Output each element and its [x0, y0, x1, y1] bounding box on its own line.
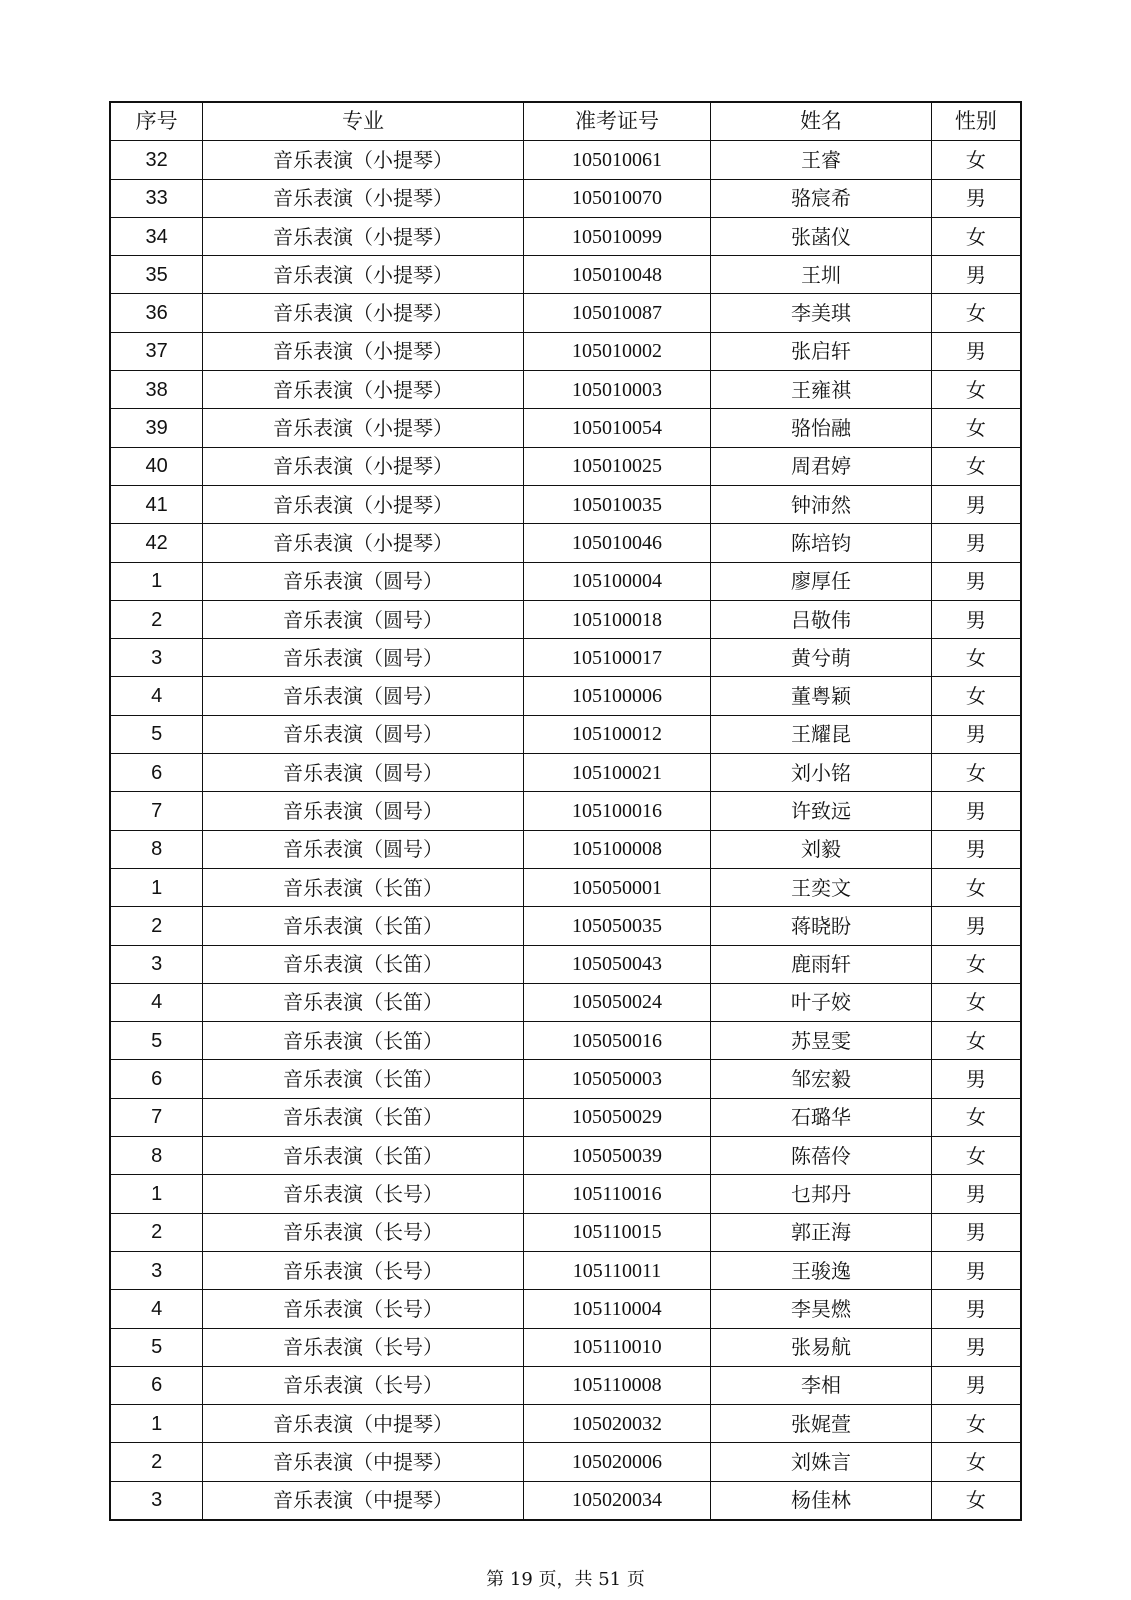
- cell-serial-number: 32: [110, 141, 203, 179]
- header-row: [110, 102, 1021, 141]
- cell-major: 音乐表演（长号）: [203, 1328, 523, 1366]
- cell-serial-number: 34: [110, 217, 203, 255]
- cell-name: 石璐华: [711, 1098, 931, 1136]
- cell-name: 蒋晓盼: [711, 907, 931, 945]
- cell-name: 郭正海: [711, 1213, 931, 1251]
- cell-serial-number: 5: [110, 1022, 203, 1060]
- cell-name: 董粤颖: [711, 677, 931, 715]
- table-row: [110, 945, 1021, 983]
- cell-gender: 女: [931, 1405, 1021, 1443]
- cell-major: 音乐表演（小提琴）: [203, 371, 523, 409]
- cell-gender: 女: [931, 141, 1021, 179]
- cell-serial-number: 3: [110, 1251, 203, 1289]
- cell-gender: 女: [931, 868, 1021, 906]
- cell-serial-number: 40: [110, 447, 203, 485]
- cell-exam-id: 105100008: [523, 830, 711, 868]
- table-row: [110, 447, 1021, 485]
- cell-gender: 男: [931, 1251, 1021, 1289]
- cell-serial-number: 1: [110, 868, 203, 906]
- cell-major: 音乐表演（中提琴）: [203, 1481, 523, 1520]
- cell-gender: 女: [931, 447, 1021, 485]
- cell-gender: 女: [931, 1481, 1021, 1520]
- cell-serial-number: 39: [110, 409, 203, 447]
- cell-exam-id: 105100021: [523, 754, 711, 792]
- cell-serial-number: 5: [110, 715, 203, 753]
- cell-serial-number: 7: [110, 792, 203, 830]
- cell-gender: 男: [931, 524, 1021, 562]
- cell-gender: 男: [931, 1213, 1021, 1251]
- cell-major: 音乐表演（圆号）: [203, 639, 523, 677]
- cell-gender: 男: [931, 562, 1021, 600]
- cell-exam-id: 105020032: [523, 1405, 711, 1443]
- cell-name: 张启轩: [711, 332, 931, 370]
- cell-serial-number: 2: [110, 1213, 203, 1251]
- cell-major: 音乐表演（小提琴）: [203, 217, 523, 255]
- cell-gender: 女: [931, 1137, 1021, 1175]
- admission-list-table: [109, 101, 1022, 1521]
- cell-gender: 女: [931, 294, 1021, 332]
- cell-serial-number: 6: [110, 1060, 203, 1098]
- cell-exam-id: 105020006: [523, 1443, 711, 1481]
- header-gender: 性别: [931, 102, 1021, 141]
- table-row: [110, 754, 1021, 792]
- cell-major: 音乐表演（小提琴）: [203, 294, 523, 332]
- cell-gender: 女: [931, 983, 1021, 1021]
- cell-gender: 女: [931, 1443, 1021, 1481]
- cell-name: 张菡仪: [711, 217, 931, 255]
- cell-serial-number: 6: [110, 754, 203, 792]
- cell-serial-number: 2: [110, 600, 203, 638]
- cell-exam-id: 105050029: [523, 1098, 711, 1136]
- page-number: 第 19 页，共 51 页: [486, 1569, 645, 1590]
- cell-major: 音乐表演（长笛）: [203, 1022, 523, 1060]
- cell-serial-number: 7: [110, 1098, 203, 1136]
- cell-gender: 男: [931, 332, 1021, 370]
- cell-exam-id: 105010087: [523, 294, 711, 332]
- cell-gender: 女: [931, 677, 1021, 715]
- header-serial-number: 序号: [110, 102, 203, 141]
- cell-gender: 男: [931, 256, 1021, 294]
- cell-gender: 男: [931, 1328, 1021, 1366]
- cell-serial-number: 36: [110, 294, 203, 332]
- cell-gender: 女: [931, 409, 1021, 447]
- cell-exam-id: 105020034: [523, 1481, 711, 1520]
- cell-major: 音乐表演（长笛）: [203, 945, 523, 983]
- cell-serial-number: 1: [110, 562, 203, 600]
- header-major: 专业: [203, 102, 523, 141]
- cell-serial-number: 5: [110, 1328, 203, 1366]
- cell-exam-id: 105110011: [523, 1251, 711, 1289]
- table-row: [110, 141, 1021, 179]
- table-row: [110, 1405, 1021, 1443]
- cell-exam-id: 105010048: [523, 256, 711, 294]
- table-row: [110, 1213, 1021, 1251]
- cell-gender: 女: [931, 1098, 1021, 1136]
- cell-name: 乜邦丹: [711, 1175, 931, 1213]
- cell-name: 鹿雨轩: [711, 945, 931, 983]
- cell-name: 陈蓓伶: [711, 1137, 931, 1175]
- cell-exam-id: 105100017: [523, 639, 711, 677]
- cell-exam-id: 105010070: [523, 179, 711, 217]
- table-row: [110, 256, 1021, 294]
- cell-major: 音乐表演（圆号）: [203, 677, 523, 715]
- cell-major: 音乐表演（中提琴）: [203, 1443, 523, 1481]
- cell-serial-number: 35: [110, 256, 203, 294]
- cell-exam-id: 105010054: [523, 409, 711, 447]
- table-row: [110, 983, 1021, 1021]
- cell-major: 音乐表演（圆号）: [203, 830, 523, 868]
- table-row: [110, 1098, 1021, 1136]
- cell-gender: 男: [931, 907, 1021, 945]
- cell-name: 杨佳林: [711, 1481, 931, 1520]
- table-row: [110, 179, 1021, 217]
- cell-gender: 女: [931, 217, 1021, 255]
- table-row: [110, 1022, 1021, 1060]
- cell-major: 音乐表演（长笛）: [203, 1098, 523, 1136]
- cell-gender: 男: [931, 715, 1021, 753]
- cell-major: 音乐表演（圆号）: [203, 600, 523, 638]
- cell-major: 音乐表演（长笛）: [203, 868, 523, 906]
- cell-exam-id: 105110016: [523, 1175, 711, 1213]
- cell-name: 李相: [711, 1366, 931, 1404]
- cell-name: 王睿: [711, 141, 931, 179]
- cell-name: 王圳: [711, 256, 931, 294]
- table-row: [110, 332, 1021, 370]
- table-row: [110, 1366, 1021, 1404]
- header-exam-id: 准考证号: [523, 102, 711, 141]
- cell-major: 音乐表演（小提琴）: [203, 485, 523, 523]
- cell-major: 音乐表演（圆号）: [203, 715, 523, 753]
- cell-exam-id: 105010099: [523, 217, 711, 255]
- cell-serial-number: 3: [110, 945, 203, 983]
- cell-major: 音乐表演（圆号）: [203, 562, 523, 600]
- cell-serial-number: 37: [110, 332, 203, 370]
- cell-serial-number: 38: [110, 371, 203, 409]
- table-row: [110, 792, 1021, 830]
- cell-major: 音乐表演（小提琴）: [203, 256, 523, 294]
- cell-name: 陈培钧: [711, 524, 931, 562]
- cell-name: 叶子姣: [711, 983, 931, 1021]
- table-row: [110, 562, 1021, 600]
- table-row: [110, 1137, 1021, 1175]
- cell-name: 吕敬伟: [711, 600, 931, 638]
- table-row: [110, 868, 1021, 906]
- table-row: [110, 409, 1021, 447]
- cell-exam-id: 105050024: [523, 983, 711, 1021]
- cell-exam-id: 105100012: [523, 715, 711, 753]
- cell-name: 苏昱雯: [711, 1022, 931, 1060]
- cell-major: 音乐表演（长号）: [203, 1213, 523, 1251]
- cell-gender: 男: [931, 1060, 1021, 1098]
- cell-serial-number: 1: [110, 1175, 203, 1213]
- cell-gender: 男: [931, 1175, 1021, 1213]
- cell-exam-id: 105110010: [523, 1328, 711, 1366]
- table-row: [110, 1328, 1021, 1366]
- cell-serial-number: 8: [110, 830, 203, 868]
- cell-name: 李昊燃: [711, 1290, 931, 1328]
- cell-exam-id: 105100018: [523, 600, 711, 638]
- cell-exam-id: 105010035: [523, 485, 711, 523]
- cell-name: 王雍祺: [711, 371, 931, 409]
- cell-major: 音乐表演（圆号）: [203, 792, 523, 830]
- cell-exam-id: 105010003: [523, 371, 711, 409]
- cell-exam-id: 105110008: [523, 1366, 711, 1404]
- cell-gender: 女: [931, 945, 1021, 983]
- table-row: [110, 1060, 1021, 1098]
- table-row: [110, 217, 1021, 255]
- cell-exam-id: 105100016: [523, 792, 711, 830]
- cell-exam-id: 105050003: [523, 1060, 711, 1098]
- cell-name: 廖厚任: [711, 562, 931, 600]
- cell-name: 刘姝言: [711, 1443, 931, 1481]
- cell-exam-id: 105050035: [523, 907, 711, 945]
- cell-gender: 女: [931, 754, 1021, 792]
- cell-major: 音乐表演（小提琴）: [203, 524, 523, 562]
- table-header: [110, 102, 1021, 141]
- table-row: [110, 1481, 1021, 1520]
- table-row: [110, 677, 1021, 715]
- table-row: [110, 371, 1021, 409]
- cell-major: 音乐表演（圆号）: [203, 754, 523, 792]
- cell-major: 音乐表演（小提琴）: [203, 409, 523, 447]
- table-row: [110, 715, 1021, 753]
- cell-name: 王骏逸: [711, 1251, 931, 1289]
- cell-exam-id: 105050016: [523, 1022, 711, 1060]
- table-row: [110, 600, 1021, 638]
- cell-exam-id: 105010046: [523, 524, 711, 562]
- cell-gender: 女: [931, 1022, 1021, 1060]
- cell-serial-number: 4: [110, 1290, 203, 1328]
- cell-gender: 男: [931, 179, 1021, 217]
- cell-serial-number: 4: [110, 677, 203, 715]
- cell-exam-id: 105110015: [523, 1213, 711, 1251]
- cell-major: 音乐表演（小提琴）: [203, 447, 523, 485]
- cell-major: 音乐表演（长笛）: [203, 983, 523, 1021]
- cell-exam-id: 105050043: [523, 945, 711, 983]
- cell-major: 音乐表演（长笛）: [203, 1137, 523, 1175]
- cell-name: 邹宏毅: [711, 1060, 931, 1098]
- cell-name: 张易航: [711, 1328, 931, 1366]
- cell-serial-number: 41: [110, 485, 203, 523]
- cell-major: 音乐表演（中提琴）: [203, 1405, 523, 1443]
- table-row: [110, 907, 1021, 945]
- table-row: [110, 1251, 1021, 1289]
- cell-major: 音乐表演（小提琴）: [203, 332, 523, 370]
- cell-serial-number: 42: [110, 524, 203, 562]
- cell-gender: 男: [931, 1366, 1021, 1404]
- cell-gender: 男: [931, 600, 1021, 638]
- cell-major: 音乐表演（小提琴）: [203, 179, 523, 217]
- cell-exam-id: 105050001: [523, 868, 711, 906]
- cell-name: 张娓萱: [711, 1405, 931, 1443]
- cell-name: 王耀昆: [711, 715, 931, 753]
- cell-gender: 男: [931, 792, 1021, 830]
- table-row: [110, 1175, 1021, 1213]
- cell-serial-number: 1: [110, 1405, 203, 1443]
- cell-gender: 男: [931, 1290, 1021, 1328]
- cell-serial-number: 3: [110, 1481, 203, 1520]
- cell-serial-number: 3: [110, 639, 203, 677]
- header-name: 姓名: [711, 102, 931, 141]
- cell-exam-id: 105100004: [523, 562, 711, 600]
- cell-major: 音乐表演（长号）: [203, 1290, 523, 1328]
- cell-exam-id: 105010025: [523, 447, 711, 485]
- cell-name: 周君婷: [711, 447, 931, 485]
- cell-exam-id: 105010061: [523, 141, 711, 179]
- cell-serial-number: 2: [110, 1443, 203, 1481]
- cell-serial-number: 33: [110, 179, 203, 217]
- cell-major: 音乐表演（长笛）: [203, 907, 523, 945]
- table-row: [110, 1443, 1021, 1481]
- table-body: [110, 141, 1021, 1520]
- table-row: [110, 830, 1021, 868]
- cell-name: 刘小铭: [711, 754, 931, 792]
- table-row: [110, 639, 1021, 677]
- cell-name: 骆怡融: [711, 409, 931, 447]
- table-row: [110, 485, 1021, 523]
- cell-serial-number: 4: [110, 983, 203, 1021]
- cell-major: 音乐表演（长笛）: [203, 1060, 523, 1098]
- cell-name: 钟沛然: [711, 485, 931, 523]
- cell-major: 音乐表演（长号）: [203, 1251, 523, 1289]
- cell-name: 李美琪: [711, 294, 931, 332]
- cell-exam-id: 105110004: [523, 1290, 711, 1328]
- cell-gender: 男: [931, 830, 1021, 868]
- cell-name: 骆宸希: [711, 179, 931, 217]
- cell-exam-id: 105010002: [523, 332, 711, 370]
- cell-gender: 男: [931, 485, 1021, 523]
- cell-serial-number: 6: [110, 1366, 203, 1404]
- cell-serial-number: 8: [110, 1137, 203, 1175]
- cell-major: 音乐表演（长号）: [203, 1175, 523, 1213]
- cell-gender: 女: [931, 371, 1021, 409]
- table-row: [110, 1290, 1021, 1328]
- table-row: [110, 294, 1021, 332]
- cell-exam-id: 105050039: [523, 1137, 711, 1175]
- cell-major: 音乐表演（小提琴）: [203, 141, 523, 179]
- cell-exam-id: 105100006: [523, 677, 711, 715]
- cell-name: 王奕文: [711, 868, 931, 906]
- cell-major: 音乐表演（长号）: [203, 1366, 523, 1404]
- cell-name: 黄兮萌: [711, 639, 931, 677]
- table-row: [110, 524, 1021, 562]
- cell-name: 许致远: [711, 792, 931, 830]
- cell-gender: 女: [931, 639, 1021, 677]
- cell-name: 刘毅: [711, 830, 931, 868]
- cell-serial-number: 2: [110, 907, 203, 945]
